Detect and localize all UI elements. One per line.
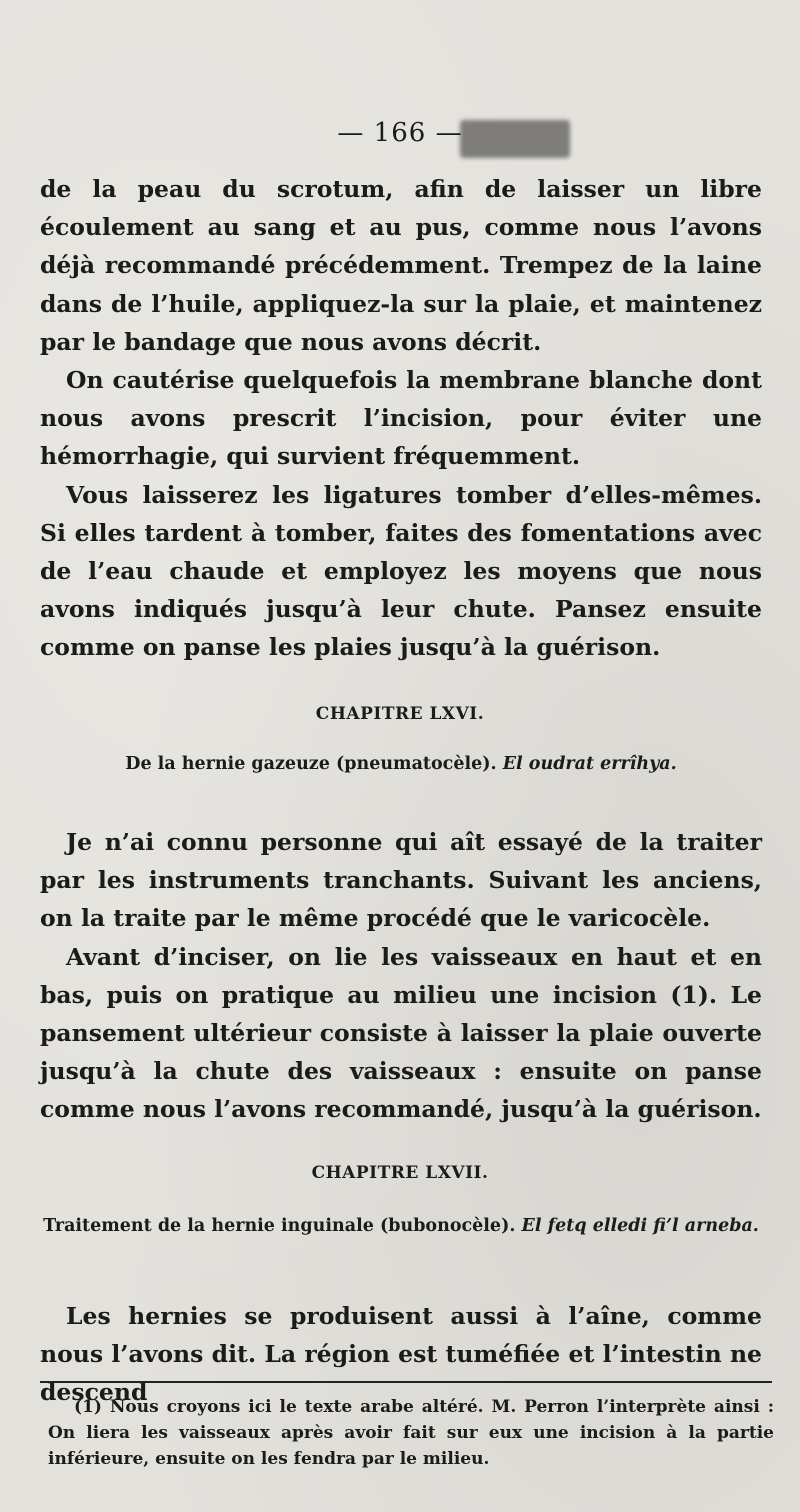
paragraph: Vous laisserez les ligatures tomber d’elles-mêmes. Si elles tardent à tomber, faites des fomentations avec de l’eau chaude et employez les moyens que nous avons indiqués jusqu’à leur chute. Pansez ensuite comme on panse les plaies jusqu’à la guérison. — [40, 480, 762, 662]
paragraph: de la peau du scrotum, afin de laisser un libre écoulement au sang et au pus, comme nous l’avons déjà recommandé précédemment. Trempez de la laine dans de l’huile, appliquez-la sur la plaie, et maintenez par le bandage que nous avons décrit. — [40, 175, 762, 356]
chapter-title: CHAPITRE LXVII. — [311, 1163, 489, 1183]
paragraph: Je n’ai connu personne qui aît essayé de la traiter par les instruments tranchants. Suivant les anciens, on la traite par le même procédé que le varicocèle. — [40, 828, 762, 933]
paragraph: Avant d’inciser, on lie les vaisseaux en haut et en bas, puis on pratique au milieu une incision (1). Le pansement ultérieur consiste à laisser la plaie ouverte jusqu’à la chute des vaisseaux : ensuite on panse comme nous l’avons recommandé, jusqu’à la guérison. — [40, 942, 762, 1124]
subtitle-arabic: El oudrat errîhya. — [502, 754, 677, 774]
paragraph: On cautérise quelquefois la membrane blanche dont nous avons prescrit l’incision, pour éviter une hémorrhagie, qui survient fréquemment. — [40, 366, 762, 471]
body-text-top — [40, 170, 762, 667]
footnote-rule — [40, 1381, 772, 1383]
body-text-chapter-66 — [40, 823, 762, 1129]
chapter-subtitle — [40, 1213, 762, 1239]
footnotes — [48, 1394, 774, 1472]
page-number: — 166 — — [337, 118, 463, 148]
chapter-title: CHAPITRE LXVI. — [315, 704, 485, 724]
subtitle-text: Traitement de la hernie inguinale (bubonocèle). — [43, 1216, 516, 1236]
footnote: (1) Nous croyons ici le texte arabe altéré. M. Perron l’interprète ainsi : On liera les vaisseaux après avoir fait sur eux une incision à la partie inférieure, ensuite on les fendra par le milieu. — [48, 1397, 774, 1469]
subtitle-arabic: El fetq elledi fi’l arneba. — [521, 1216, 759, 1236]
paragraph: Les hernies se produisent aussi à l’aîne, comme nous l’avons dit. La région est tuméfiée et l’intestin ne descend — [40, 1302, 762, 1407]
chapter-subtitle — [40, 751, 762, 777]
subtitle-text: De la hernie gazeuze (pneumatocèle). — [125, 754, 497, 774]
